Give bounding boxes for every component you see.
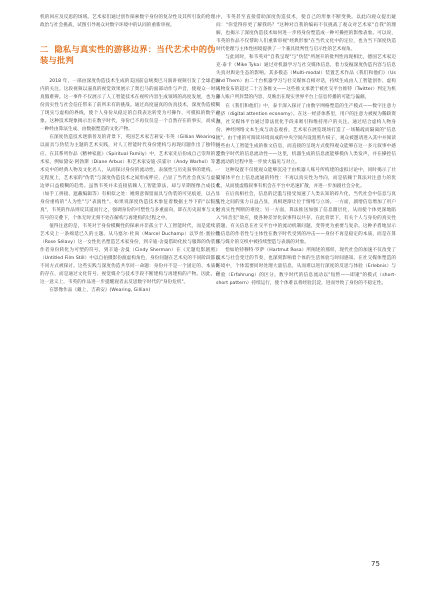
- body-paragraph: 与此同时，和韦英对"自我呈现"与"伪装"所展开的批判性再现相比，德国艺术家迈克·泰卡（Mike Tyka）通过对机器学习与社交媒体信息，着力发掘深度伪造内容与信息失真对舆论生态的影响。其多模态（Multi-modal）装置艺术作品《我们和他们》（Us and Them）由二十台机器学习与社交媒体自相对话，持续生成由人工智能创作、虚构人物发布的超过二十万条推文——这些推文承袭于被社交平台推特（Twitter）判定为机器人账户所封禁的内容，反映出在现实世界平台上信息传播的可能与偏颇。: [216, 55, 396, 101]
- body-paragraph: 在后真相社会，信息的泛滥与接受加速了人类认知的碎片化，当代社会中信息与真实性之间的张力日益凸显，真相逐渐让位于情绪与立场。一方面，剧增信息增加了用户对真实性判断的难度；另一方面，算法推送加强了信息圈层化，从而使个体更深地陷入"回音室"效应，使各种差异化叙事得以共存。在此背景下，有关个人与身份的真实性问题、有关信息在社交平台中的流动机制问题，变得更为重要与复杂。这种矛盾地显示出信息的作者性与主体性在数字时代受到的冲击——身份不再是稳定的本质，而是在算法与媒介的交织中被持续塑造与表演的对象。: [216, 192, 396, 246]
- body-paragraph: 在深度伪造技术逐渐普及的背景下，英国艺术家吉莉安·韦英（Gillian Wearing）以面具与伪装为主题的艺术实践，对人工智能时代身份建构与再现问题作出了独特回应。在其系列作品《精神家庭》（Spiritual Family）中，艺术家先后扮成自己崇拜的艺术家，例如黛安·阿勃斯（Diane Arbus）和艺术家安迪·沃霍尔（Andy Warhol）等艺术史中的经典人物及文化名人，从而探讨身份的流动性、表演性与历史叙事的建构。一定程度上，艺术家的"伪装"与深度伪造技术之间形成呼应，凸显了当代社会真实与虚拟边界日益模糊的趋势。虽然韦英并未直接依赖人工智能算法，却与早期图像合成技术（如手工拼接、遮蔽编辑等）有相似之处：她刻意保留面具与伪装的可见痕迹，以凸显身份重构的"人为性"与"表演性"。如果说深度伪造技术象征着数据主导下的"以假乱真"，韦英的作品则反其道而行之，强调身份的可塑性与多重面向，即在历史叙事与文化符号的交叠下，个体无时无刻不处在解构与再建构的过程之中。: [40, 135, 220, 221]
- section-heading: [40, 44, 220, 66]
- body-paragraph: 这种设置不仅使观众能够沉浸于由机器人账号所构建的虚拟讨论中，同时揭示了社交媒体平台上信息流通的特性：不再以真实性为导向，而是依赖于算法对注意力的优化，从而使虚假叙事有机会在平台中迅速扩散，并进一步加剧社会分化。: [216, 167, 396, 189]
- section-number: 二: [40, 44, 49, 55]
- body-paragraph: 中，韦英甚至直接借助深度伪造技术，使自己的形象不断变换。以此向观众提出疑问："你觉得你更了解我吗？"这种对自我的编码不仅挑战了观众对艺术家"自我"的理解，也揭示了深度伪造技术如何进一步将身份塑造成一种可操控的影像表象。可以说，韦英的作品不仅帮助人们重新审视"经典形象"在当代文化中的定位，也为当下深度伪造时代伦理与主体性困境提供了一个兼具批判性与启示性的艺术视角。: [216, 15, 396, 53]
- body-paragraph: 恰如哈特穆特·罗萨（Hartmut Rosa）所阐述的那样，现代社会的加速不仅改变了技术与社会变迁的节奏，也深刻影响着个体的生活体验与时间感知。在社交媒体塑造的环境中，个体需要同时处理大量信息，从而难以进行深度的反思与体验（Erlebnis）与经验（Erfahrung）的区分。数字时代的信息流动以"短暂——即逝"的模式（short-short pattern）持续运行，使个体难以将经验沉淀，进而导致了身份的不稳定性。: [216, 248, 396, 286]
- body-paragraph: 在《我们和他们》中，泰卡深入探讨了由数字网格塑造的生产模式——数字注意力经济（digital attention economy）。在这一经济体系里，用户的注意力被视为稀缺资源，社交媒体平台通过算法优化手段来吸引和维持用户的关注。通过结合虚构人物身份、神经网络文本生成与动态观看，艺术家在展览现场打造了一场稀疏而隔离的"信息流"。由于重的可阅读环境而成的中央空间内设置照片棂子，观众被邀请进入其中并阅读这些由人工智能生成的推文信息，而直接的呈现方式使得观众能够在这一多元叙事中感受数字时代的信息流动性——这里，机器生成的信息流能够模仿人类发声，并在操控信息流动的过程中进一步放大偏见与对立。: [216, 103, 396, 165]
- intro-paragraph: 机的回应及反思的场域。艺术家们通过创作探索数字身份的复杂性及其所引发的伦理、政治与社会挑战，试图引导观众对数字环境中的认同的重新审视。: [40, 15, 220, 29]
- body-paragraph: 值得注意的是，韦英对于身份模糊性的探索并非孤立于人工智能时代，而是延续了艺术史上一条绵延已久的主题。从马塞尔·杜尚（Marcel Duchamp）以罗丝·塞拉维（Rose Sélavy）这一女性化名塑造艺术家身份，到辛迪·舍曼借助化妆与服饰的伪装将作者身份转化为可塑的符号，到辛迪·舍曼（Cindy Sherman）在《无题电影剧照》（Untitled Film Still）中以自拍摄影扮演虚构角色，身份问题在艺术史的不同阶段都以不同方式被探讨。这些实践与深度伪造共享同一命题：身份并不是一个固定的、本质化的存在，而是通过文化符号、视觉媒介与技术手段不断建构与再建构的产物。因此，在这一意义上，韦英的作品进一步提醒观者去反思数字时代的"身份危机"。: [40, 223, 220, 286]
- page-number: 75: [371, 560, 380, 568]
- body-paragraph: 2018 年，一部由深度伪造技术生成的美国前总统奥巴马演讲视频引发了全球范围内的关注。这段视频以逼真的视觉效果展示了奥巴马的面部动作与声音，使观众一时间真假难辨。这一事件不仅展示了人工智能技术在视听内容生成领域的高度发展，也为身份真实性与社会信任带来了前所未有的挑战。通过高度逼真的仿真技术，深度伪造模糊了现实与虚构的界线，使个人身份从稳定的自我表达转变为可操作、可模拟的数字对象。这种技术现象揭示出在数字时代，身份已不再仅仅是一个自然存在的事实，而成为一种经由算法生成、由数据塑造的文化产物。: [40, 79, 220, 133]
- right-column: [216, 14, 396, 288]
- body-paragraph: 在影像作品《戴上，吉莉安》(Wearing, Gillian): [49, 288, 151, 294]
- left-column: [40, 14, 220, 295]
- section-title: 隐私与真实性的游移边界：当代艺术中的伪装与批判: [40, 44, 216, 66]
